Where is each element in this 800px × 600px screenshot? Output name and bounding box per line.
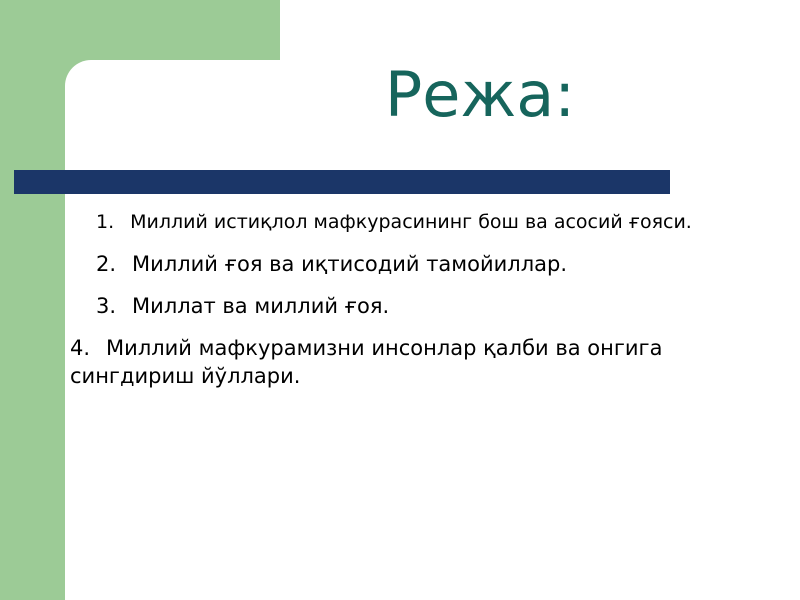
- divider-bar: [14, 170, 670, 194]
- slide-title: Режа:: [384, 58, 576, 131]
- list-item-text: Миллий истиқлол мафкурасининг бош ва асосий ғояси.: [130, 211, 692, 233]
- list-item: [96, 251, 750, 279]
- list-item-number: 1.: [96, 211, 115, 233]
- list-item-number: 2.: [96, 252, 117, 277]
- list-item: [70, 335, 750, 390]
- list-item-text: Миллат ва миллий ғоя.: [132, 294, 390, 319]
- list-item: [96, 293, 750, 321]
- list-item-text: Миллий ғоя ва иқтисодий тамойиллар.: [132, 252, 568, 277]
- list-item-number: 4.: [70, 335, 91, 360]
- list-item-number: 3.: [96, 294, 117, 319]
- list-item: [96, 210, 750, 235]
- list-item-text: Миллий мафкурамизни инсонлар қалби ва онгига сингдириш йўллари.: [70, 335, 663, 388]
- agenda-list: [70, 210, 750, 404]
